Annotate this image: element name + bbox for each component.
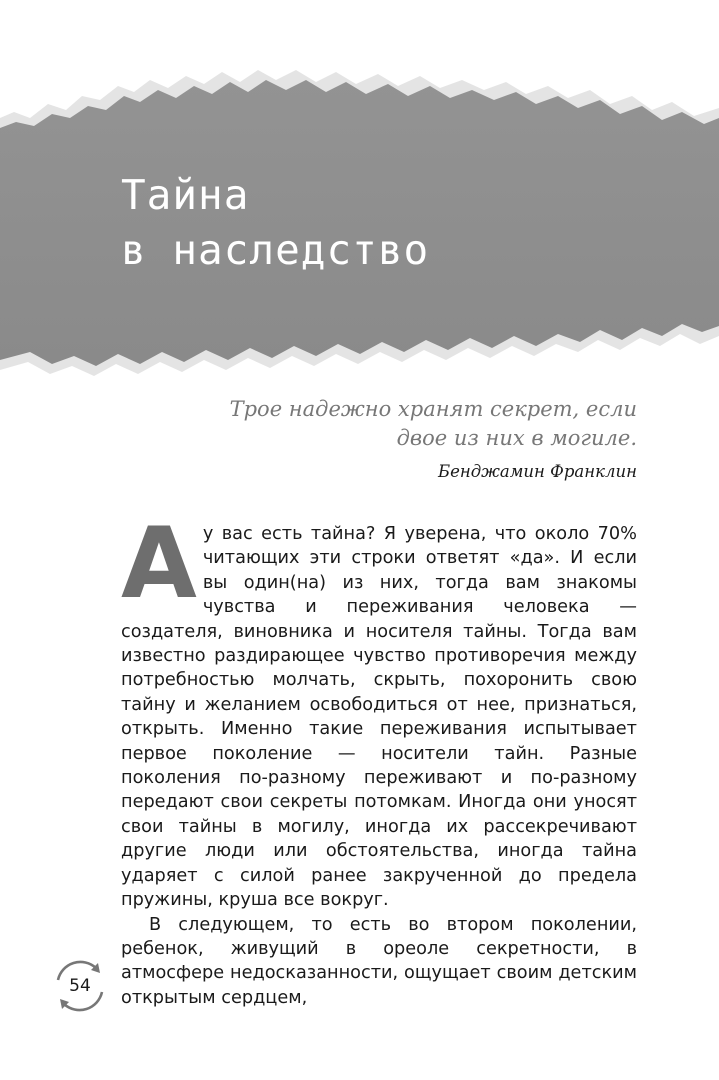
page-number-badge — [50, 956, 110, 1016]
page-number: 54 — [69, 976, 91, 996]
chapter-title — [121, 168, 429, 278]
epigraph-quote — [217, 395, 637, 453]
chapter-title-line2: в наследство — [121, 226, 430, 274]
drop-cap: А — [121, 507, 197, 621]
epigraph-quote-line1: Трое надежно хранят секрет, если — [229, 397, 637, 421]
paragraph-2: В следующем, то есть во втором поколении, ребенок, живущий в ореоле секретности, в атмосфере недосказанности, ощущает своим детским открытым сердцем, — [121, 914, 637, 1008]
epigraph — [217, 395, 637, 481]
epigraph-author: Бенджамин Франклин — [437, 462, 637, 481]
paragraph-1 — [121, 507, 637, 913]
epigraph-quote-line2: двое из них в могиле. — [396, 426, 637, 450]
body-text — [121, 507, 637, 1010]
chapter-title-line1: Тайна — [121, 171, 250, 219]
paragraph-1-text: у вас есть тайна? Я уверена, что около 70% читающих эти строки ответят «да». И если вы один(на) из них, тогда вам знакомы чувства и переживания человека — создателя, виновника и носителя тайны. Тогда вам известно раздирающее чувство противоречия между потребностью молчать, скрыть, похоронить свою тайну и желанием освободиться от нее, признаться, открыть. Именно такие переживания испытывает первое поколение — носители тайн. Разные поколения по-разному переживают и по-разному передают свои секреты потомкам. Иногда они уносят свои тайны в могилу, иногда их рассекречивают другие люди или обстоятельства, иногда тайна ударяет с силой ранее закрученной до предела пружины, круша все вокруг. — [121, 524, 637, 911]
